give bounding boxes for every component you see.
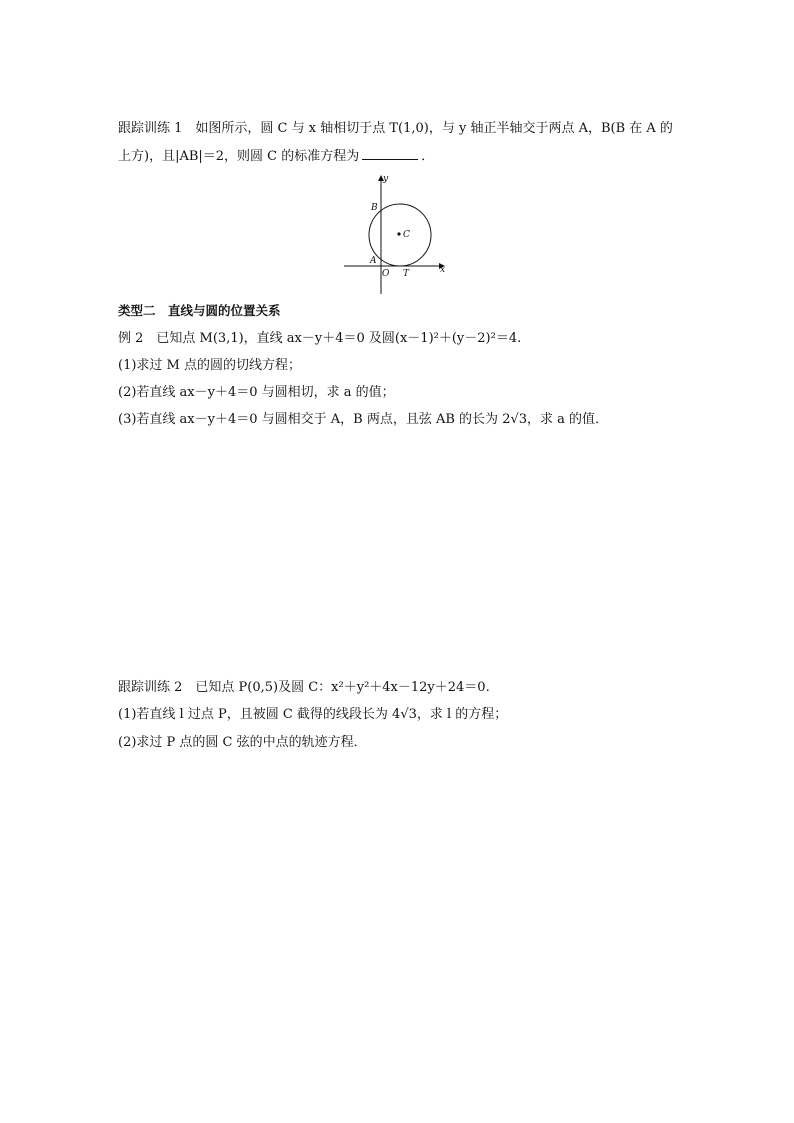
y-axis-label: y [383,174,389,184]
practice2-q1: (1)若直线 l 过点 P，且被圆 C 截得的线段长为 4√3，求 l 的方程； [118,707,508,722]
point-c-label: C [403,230,410,240]
point-a-label: A [370,256,377,266]
practice2-q2: (2)求过 P 点的圆 C 弦的中点的轨迹方程． [118,735,367,750]
section2-heading: 类型二 直线与圆的位置关系 [118,303,281,318]
example2-q1: (1)求过 M 点的圆的切线方程； [118,358,301,373]
practice1-line2-text: 上方)，且|AB|＝2，则圆 C 的标准方程为 [118,149,360,164]
answer-blank [362,147,418,160]
practice1-line1: 跟踪训练 1 如图所示，圆 C 与 x 轴相切于点 T(1,0)，与 y 轴正半轴交于两点 A，B(B 在 A 的 [118,121,673,136]
example2-stem: 例 2 已知点 M(3,1)，直线 ax－y＋4＝0 及圆(x－1)²＋(y－2)²＝4. [118,331,522,346]
practice2-stem: 跟踪训练 2 已知点 P(0,5)及圆 C：x²＋y²＋4x－12y＋24＝0. [118,680,490,695]
origin-label: O [382,269,390,279]
point-b-label: B [371,203,378,213]
practice1-line2 [118,147,434,166]
x-axis-label: x [440,265,446,275]
practice1-line2-end: ． [421,149,435,164]
center-point [397,232,400,235]
example2-q3: (3)若直线 ax－y＋4＝0 与圆相交于 A，B 两点，且弦 AB 的长为 2√3，求 a 的值． [118,412,609,427]
circle-tangent-figure [340,172,450,296]
point-t-label: T [403,269,410,279]
example2-q2: (2)若直线 ax－y＋4＝0 与圆相切，求 a 的值； [118,385,395,400]
